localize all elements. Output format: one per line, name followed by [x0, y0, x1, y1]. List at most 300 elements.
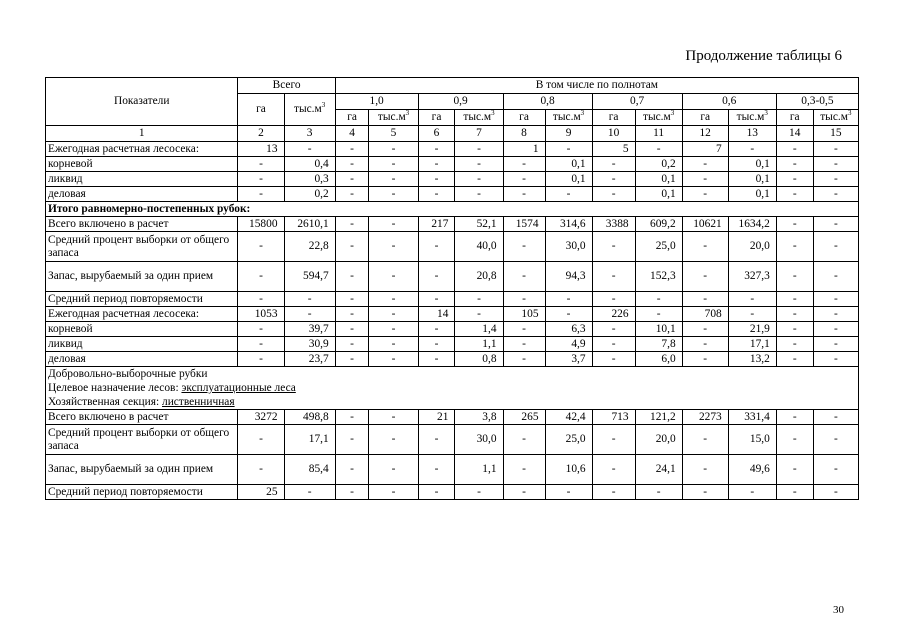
table-cell: -: [335, 157, 369, 172]
table-cell: 30,0: [545, 232, 592, 262]
table-cell: -: [335, 187, 369, 202]
table-cell: -: [369, 410, 418, 425]
table-cell: -: [592, 232, 635, 262]
table-cell: -: [545, 292, 592, 307]
table-row: [46, 425, 859, 455]
table-cell: 0,3: [284, 172, 335, 187]
row-label: корневой: [46, 157, 238, 172]
table-cell: -: [776, 217, 813, 232]
table-cell: -: [369, 307, 418, 322]
table-cell: -: [592, 352, 635, 367]
header-density: 0,7: [592, 94, 682, 110]
table-cell: -: [503, 172, 545, 187]
table-cell: -: [455, 172, 503, 187]
table-cell: 6,0: [635, 352, 682, 367]
column-number: 8: [503, 126, 545, 142]
table-cell: -: [682, 425, 728, 455]
unit-superscript: 3: [491, 109, 495, 118]
table-cell: -: [369, 142, 418, 157]
table-cell: -: [335, 172, 369, 187]
row-label: Средний период повторяемости: [46, 485, 238, 500]
table-cell: 1574: [503, 217, 545, 232]
table-cell: -: [238, 232, 284, 262]
table-cell: 0,1: [635, 187, 682, 202]
row-label: Ежегодная расчетная лесосека:: [46, 307, 238, 322]
table-cell: -: [813, 425, 858, 455]
header-incl-density: В том числе по полнотам: [335, 78, 858, 94]
unit-thousand-m3: [369, 110, 418, 126]
table-cell: 17,1: [284, 425, 335, 455]
table-row: [46, 322, 859, 337]
unit-superscript: 3: [764, 109, 768, 118]
table-cell: -: [813, 455, 858, 485]
table-cell: -: [592, 485, 635, 500]
table-cell: -: [418, 425, 455, 455]
table-cell: -: [369, 425, 418, 455]
table-cell: -: [682, 157, 728, 172]
table-cell: -: [503, 337, 545, 352]
unit-thousand-m3: [284, 94, 335, 126]
column-number: 2: [238, 126, 284, 142]
table-cell: -: [369, 352, 418, 367]
table-row: [46, 262, 859, 292]
unit-superscript: 3: [321, 101, 326, 110]
table-cell: -: [335, 262, 369, 292]
column-number: 4: [335, 126, 369, 142]
table-cell: -: [369, 217, 418, 232]
table-cell: -: [335, 322, 369, 337]
table-row: [46, 187, 859, 202]
table-cell: 6,3: [545, 322, 592, 337]
table-header: [46, 78, 859, 142]
table-cell: 594,7: [284, 262, 335, 292]
header-row-1: [46, 78, 859, 94]
table-cell: 42,4: [545, 410, 592, 425]
table-cell: -: [635, 292, 682, 307]
table-row: [46, 485, 859, 500]
table-row: [46, 217, 859, 232]
table-cell: -: [776, 187, 813, 202]
table-cell: -: [592, 425, 635, 455]
row-label: ликвид: [46, 337, 238, 352]
group-header-row: [46, 367, 859, 410]
table-cell: -: [335, 142, 369, 157]
table-cell: 22,8: [284, 232, 335, 262]
table-cell: -: [335, 485, 369, 500]
row-label: Ежегодная расчетная лесосека:: [46, 142, 238, 157]
table-cell: -: [284, 307, 335, 322]
forest-purpose-label: Целевое назначение лесов:: [48, 382, 182, 394]
header-density: 0,9: [418, 94, 503, 110]
table-cell: -: [369, 337, 418, 352]
table-cell: -: [238, 322, 284, 337]
table-cell: 121,2: [635, 410, 682, 425]
header-density: 0,3-0,5: [776, 94, 858, 110]
unit-text: тыс.м: [552, 111, 581, 123]
table-cell: -: [455, 157, 503, 172]
table-cell: -: [418, 352, 455, 367]
table-cell: 327,3: [728, 262, 776, 292]
header-density: 1,0: [335, 94, 418, 110]
table-cell: -: [238, 455, 284, 485]
table-cell: 0,1: [545, 157, 592, 172]
table-cell: -: [728, 292, 776, 307]
table-cell: -: [455, 485, 503, 500]
table-cell: -: [418, 292, 455, 307]
table-cell: 30,9: [284, 337, 335, 352]
table-cell: -: [776, 142, 813, 157]
table-cell: 1634,2: [728, 217, 776, 232]
table-cell: -: [455, 142, 503, 157]
table-cell: -: [418, 142, 455, 157]
table-cell: -: [776, 455, 813, 485]
row-label: деловая: [46, 187, 238, 202]
table-cell: 331,4: [728, 410, 776, 425]
table-cell: -: [813, 322, 858, 337]
table-cell: -: [369, 455, 418, 485]
table-cell: 10,6: [545, 455, 592, 485]
table-cell: -: [682, 352, 728, 367]
unit-superscript: 3: [670, 109, 675, 118]
row-label: Средний период повторяемости: [46, 292, 238, 307]
table-cell: -: [369, 232, 418, 262]
table-cell: -: [503, 292, 545, 307]
column-number: 11: [635, 126, 682, 142]
table-cell: 52,1: [455, 217, 503, 232]
unit-text: тыс.м: [293, 103, 322, 115]
table-cell: -: [776, 262, 813, 292]
table-row: [46, 337, 859, 352]
table-cell: -: [369, 187, 418, 202]
table-cell: 5: [592, 142, 635, 157]
table-cell: -: [335, 217, 369, 232]
table-cell: -: [238, 262, 284, 292]
header-density: 0,8: [503, 94, 592, 110]
table-cell: -: [776, 292, 813, 307]
unit-thousand-m3: [455, 110, 503, 126]
row-label: Средний процент выборки от общего запаса: [46, 232, 238, 262]
table-cell: -: [728, 142, 776, 157]
column-number: 10: [592, 126, 635, 142]
row-label: Всего включено в расчет: [46, 410, 238, 425]
table-cell: -: [813, 142, 858, 157]
table-cell: -: [545, 485, 592, 500]
table-cell: -: [369, 262, 418, 292]
table-cell: 25,0: [545, 425, 592, 455]
table-cell: -: [728, 307, 776, 322]
table-cell: -: [813, 292, 858, 307]
forest-purpose: [48, 381, 856, 395]
table-cell: -: [418, 485, 455, 500]
table-cell: -: [592, 157, 635, 172]
column-number: 12: [682, 126, 728, 142]
unit-thousand-m3: [545, 110, 592, 126]
column-number: 14: [776, 126, 813, 142]
unit-text: тыс.м: [820, 111, 848, 123]
table-cell: 265: [503, 410, 545, 425]
table-cell: 15800: [238, 217, 284, 232]
column-number: 6: [418, 126, 455, 142]
table-row: [46, 142, 859, 157]
table-cell: 0,8: [455, 352, 503, 367]
table-cell: -: [813, 337, 858, 352]
forest-purpose-value: эксплуатационные леса: [181, 382, 296, 394]
header-ha: га: [592, 110, 635, 126]
column-number: 13: [728, 126, 776, 142]
header-indicators: Показатели: [46, 78, 238, 126]
table-cell: -: [284, 292, 335, 307]
table-cell: 217: [418, 217, 455, 232]
table-cell: 20,8: [455, 262, 503, 292]
unit-thousand-m3: [813, 110, 858, 126]
header-ha: га: [418, 110, 455, 126]
table-cell: 0,1: [728, 187, 776, 202]
table-cell: 4,9: [545, 337, 592, 352]
table-cell: -: [682, 485, 728, 500]
data-table: [45, 77, 859, 500]
table-row: [46, 232, 859, 262]
table-cell: -: [455, 187, 503, 202]
unit-superscript: 3: [580, 109, 585, 118]
table-cell: -: [503, 232, 545, 262]
row-label: корневой: [46, 322, 238, 337]
table-cell: -: [813, 307, 858, 322]
header-ha: га: [776, 110, 813, 126]
table-cell: -: [813, 410, 858, 425]
unit-text: тыс.м: [736, 111, 765, 123]
table-cell: -: [776, 352, 813, 367]
table-cell: -: [682, 292, 728, 307]
table-cell: -: [813, 187, 858, 202]
row-label: Средний процент выборки от общего запаса: [46, 425, 238, 455]
table-cell: -: [335, 337, 369, 352]
economic-section-value: лиственничная: [162, 396, 235, 408]
table-cell: -: [503, 157, 545, 172]
table-cell: 10621: [682, 217, 728, 232]
unit-text: тыс.м: [642, 111, 671, 123]
section-row: [46, 202, 859, 217]
table-cell: -: [682, 232, 728, 262]
table-cell: -: [284, 485, 335, 500]
table-cell: 24,1: [635, 455, 682, 485]
column-number: 7: [455, 126, 503, 142]
table-cell: 20,0: [728, 232, 776, 262]
table-cell: -: [776, 172, 813, 187]
table-cell: 40,0: [455, 232, 503, 262]
table-cell: -: [369, 172, 418, 187]
table-cell: 0,1: [728, 172, 776, 187]
table-cell: 20,0: [635, 425, 682, 455]
table-cell: 1: [503, 142, 545, 157]
economic-section: [48, 395, 856, 409]
table-cell: -: [455, 292, 503, 307]
table-cell: 21: [418, 410, 455, 425]
table-cell: 7: [682, 142, 728, 157]
table-cell: 2610,1: [284, 217, 335, 232]
table-cell: -: [418, 262, 455, 292]
row-label: Запас, вырубаемый за один прием: [46, 262, 238, 292]
table-cell: 14: [418, 307, 455, 322]
table-cell: -: [418, 187, 455, 202]
cutting-type: Добровольно-выборочные рубки: [48, 368, 208, 380]
unit-text: тыс.м: [377, 111, 406, 123]
table-cell: -: [813, 352, 858, 367]
table-cell: -: [776, 485, 813, 500]
table-cell: -: [592, 172, 635, 187]
table-cell: -: [776, 232, 813, 262]
table-row: [46, 292, 859, 307]
table-cell: -: [592, 292, 635, 307]
table-cell: -: [335, 455, 369, 485]
table-cell: -: [592, 455, 635, 485]
unit-superscript: 3: [847, 109, 852, 118]
row-label: Запас, вырубаемый за один прием: [46, 455, 238, 485]
column-number: 9: [545, 126, 592, 142]
table-cell: -: [335, 410, 369, 425]
table-row: [46, 352, 859, 367]
table-cell: 0,2: [635, 157, 682, 172]
table-cell: -: [238, 157, 284, 172]
table-cell: -: [592, 322, 635, 337]
column-number: 15: [813, 126, 858, 142]
table-cell: 3,8: [455, 410, 503, 425]
table-cell: -: [503, 455, 545, 485]
table-cell: -: [545, 307, 592, 322]
table-cell: -: [545, 142, 592, 157]
table-cell: -: [813, 172, 858, 187]
table-cell: 25: [238, 485, 284, 500]
table-cell: -: [335, 352, 369, 367]
table-cell: 0,2: [284, 187, 335, 202]
table-cell: 17,1: [728, 337, 776, 352]
table-cell: 10,1: [635, 322, 682, 337]
group-header: [46, 367, 859, 410]
table-cell: 49,6: [728, 455, 776, 485]
table-cell: -: [682, 187, 728, 202]
table-cell: -: [418, 172, 455, 187]
table-cell: 21,9: [728, 322, 776, 337]
table-cell: -: [369, 322, 418, 337]
table-cell: -: [682, 262, 728, 292]
table-cell: -: [418, 232, 455, 262]
table-cell: 2273: [682, 410, 728, 425]
table-body: [46, 142, 859, 500]
table-cell: -: [503, 352, 545, 367]
table-cell: 498,8: [284, 410, 335, 425]
table-cell: 609,2: [635, 217, 682, 232]
table-cell: 314,6: [545, 217, 592, 232]
unit-thousand-m3: [728, 110, 776, 126]
row-label: ликвид: [46, 172, 238, 187]
table-cell: -: [776, 337, 813, 352]
table-cell: 1053: [238, 307, 284, 322]
header-density: 0,6: [682, 94, 776, 110]
table-cell: 1,4: [455, 322, 503, 337]
table-cell: 0,4: [284, 157, 335, 172]
unit-thousand-m3: [635, 110, 682, 126]
table-cell: -: [776, 322, 813, 337]
header-ha: га: [335, 110, 369, 126]
table-cell: 0,1: [545, 172, 592, 187]
table-cell: -: [238, 337, 284, 352]
table-cell: -: [335, 425, 369, 455]
header-ha: га: [238, 94, 284, 126]
table-cell: 85,4: [284, 455, 335, 485]
unit-text: тыс.м: [463, 111, 492, 123]
table-cell: 3388: [592, 217, 635, 232]
table-cell: -: [418, 337, 455, 352]
header-col-numbers: [46, 126, 859, 142]
table-cell: -: [776, 307, 813, 322]
table-cell: -: [335, 232, 369, 262]
table-cell: 23,7: [284, 352, 335, 367]
table-cell: -: [682, 337, 728, 352]
table-cell: -: [503, 322, 545, 337]
table-cell: 25,0: [635, 232, 682, 262]
table-cell: -: [238, 292, 284, 307]
table-cell: -: [503, 262, 545, 292]
table-cell: 226: [592, 307, 635, 322]
table-cell: -: [545, 187, 592, 202]
table-cell: -: [455, 307, 503, 322]
table-cell: -: [813, 217, 858, 232]
table-cell: -: [592, 262, 635, 292]
table-cell: -: [369, 157, 418, 172]
table-cell: -: [682, 455, 728, 485]
header-ha: га: [682, 110, 728, 126]
table-cell: -: [813, 485, 858, 500]
table-cell: -: [238, 172, 284, 187]
table-cell: -: [728, 485, 776, 500]
column-number: 3: [284, 126, 335, 142]
table-cell: 13,2: [728, 352, 776, 367]
table-cell: -: [238, 352, 284, 367]
table-cell: -: [503, 425, 545, 455]
table-cell: -: [335, 292, 369, 307]
table-cell: 1,1: [455, 337, 503, 352]
table-cell: -: [813, 232, 858, 262]
economic-section-label: Хозяйственная секция:: [48, 396, 163, 408]
table-cell: -: [682, 172, 728, 187]
table-cell: 0,1: [728, 157, 776, 172]
table-cell: -: [418, 157, 455, 172]
table-cell: -: [418, 455, 455, 485]
table-cell: 3272: [238, 410, 284, 425]
table-cell: 94,3: [545, 262, 592, 292]
table-cell: -: [592, 187, 635, 202]
table-cell: -: [238, 187, 284, 202]
table-row: [46, 157, 859, 172]
table-cell: -: [418, 322, 455, 337]
table-cell: -: [813, 262, 858, 292]
table-cell: -: [635, 142, 682, 157]
table-cell: -: [776, 425, 813, 455]
table-cell: -: [335, 307, 369, 322]
unit-superscript: 3: [405, 109, 410, 118]
section-title: Итого равномерно-постепенных рубок:: [46, 202, 859, 217]
table-cell: -: [776, 157, 813, 172]
table-row: [46, 307, 859, 322]
table-cell: -: [682, 322, 728, 337]
table-cell: 105: [503, 307, 545, 322]
column-number: 5: [369, 126, 418, 142]
table-cell: 13: [238, 142, 284, 157]
header-total: Всего: [238, 78, 335, 94]
table-cell: -: [369, 485, 418, 500]
table-cell: -: [776, 410, 813, 425]
table-cell: -: [503, 485, 545, 500]
table-cell: -: [238, 425, 284, 455]
